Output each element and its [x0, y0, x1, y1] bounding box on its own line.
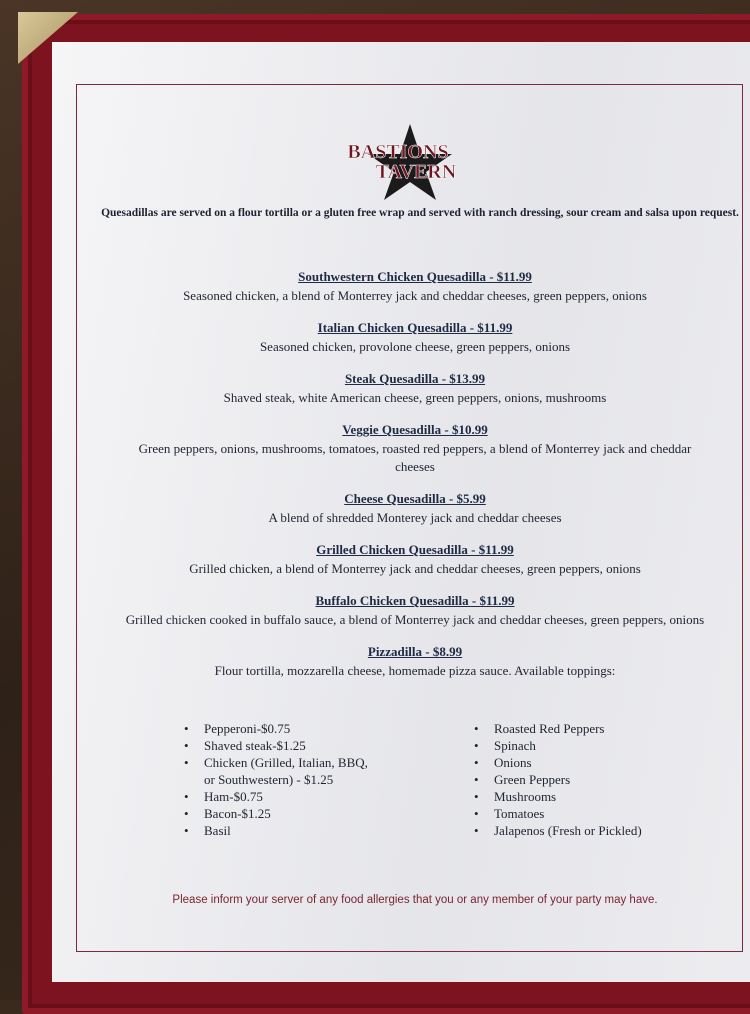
- menu-items: [120, 268, 710, 694]
- menu-item-title: Grilled Chicken Quesadilla - $11.99: [316, 542, 514, 557]
- intro-text: Quesadillas are served on a flour tortilla or a gluten free wrap and served with ranch dressing, sour cream and salsa upon request.: [101, 207, 739, 219]
- menu-item-title: Steak Quesadilla - $13.99: [344, 371, 486, 386]
- menu-item: [120, 490, 710, 527]
- menu-item-title: Italian Chicken Quesadilla - $11.99: [317, 320, 513, 335]
- menu-item-description: Seasoned chicken, a blend of Monterrey jack and cheddar cheeses, green peppers, onions: [183, 288, 647, 303]
- pizzadilla-toppings: [180, 720, 700, 839]
- menu-item-description: A blend of shredded Monterey jack and cheddar cheeses: [268, 510, 562, 525]
- menu-item: [120, 643, 710, 680]
- topping-item: • Pepperoni-$0.75: [180, 720, 470, 737]
- menu-item: [120, 319, 710, 356]
- menu-item-title: Buffalo Chicken Quesadilla - $11.99: [315, 593, 515, 608]
- topping-item: • Ham-$0.75: [180, 788, 470, 805]
- topping-item-continuation: or Southwestern) - $1.25: [204, 772, 334, 787]
- menu-item: [120, 268, 710, 305]
- topping-item: • Bacon-$1.25: [180, 805, 470, 822]
- topping-item: • Roasted Red Peppers: [470, 720, 700, 737]
- logo-line-2: TAVERN: [375, 161, 457, 183]
- menu-item-title: Veggie Quesadilla - $10.99: [342, 422, 488, 437]
- menu-item-title: Pizzadilla - $8.99: [367, 644, 463, 659]
- menu-item-description: Grilled chicken cooked in buffalo sauce, a blend of Monterrey jack and cheddar cheeses, green peppers, onions: [125, 612, 705, 627]
- topping-item: • Tomatoes: [470, 805, 700, 822]
- menu-item-description: Green peppers, onions, mushrooms, tomatoes, roasted red peppers, a blend of Monterrey jack and cheddar cheeses: [138, 441, 692, 474]
- topping-item: • Basil: [180, 822, 470, 839]
- menu-item: [120, 370, 710, 407]
- allergy-notice: Please inform your server of any food allergies that you or any member of your party may have.: [172, 894, 658, 906]
- topping-item: • Chicken (Grilled, Italian, BBQ,: [180, 754, 470, 771]
- menu-item-description: Flour tortilla, mozzarella cheese, homemade pizza sauce. Available toppings:: [214, 663, 616, 678]
- toppings-list-right: [470, 720, 700, 839]
- menu-item-description: Shaved steak, white American cheese, green peppers, onions, mushrooms: [223, 390, 607, 405]
- menu-item-description: Grilled chicken, a blend of Monterrey jack and cheddar cheeses, green peppers, onions: [189, 561, 641, 576]
- menu-item-description: Seasoned chicken, provolone cheese, green peppers, onions: [259, 339, 571, 354]
- menu-item: [120, 592, 710, 629]
- topping-item: • Spinach: [470, 737, 700, 754]
- logo-line-1: BASTIONS: [347, 141, 449, 163]
- topping-item: • Onions: [470, 754, 700, 771]
- menu-item: [120, 421, 710, 476]
- topping-item: • Mushrooms: [470, 788, 700, 805]
- menu-item: [120, 541, 710, 578]
- bastions-tavern-logo: [340, 120, 480, 200]
- menu-item-title: Southwestern Chicken Quesadilla - $11.99: [298, 269, 532, 284]
- menu-item-title: Cheese Quesadilla - $5.99: [344, 491, 486, 506]
- topping-item: • Green Peppers: [470, 771, 700, 788]
- toppings-list-left: [180, 720, 470, 839]
- topping-item: • Jalapenos (Fresh or Pickled): [470, 822, 700, 839]
- topping-item: • Shaved steak-$1.25: [180, 737, 470, 754]
